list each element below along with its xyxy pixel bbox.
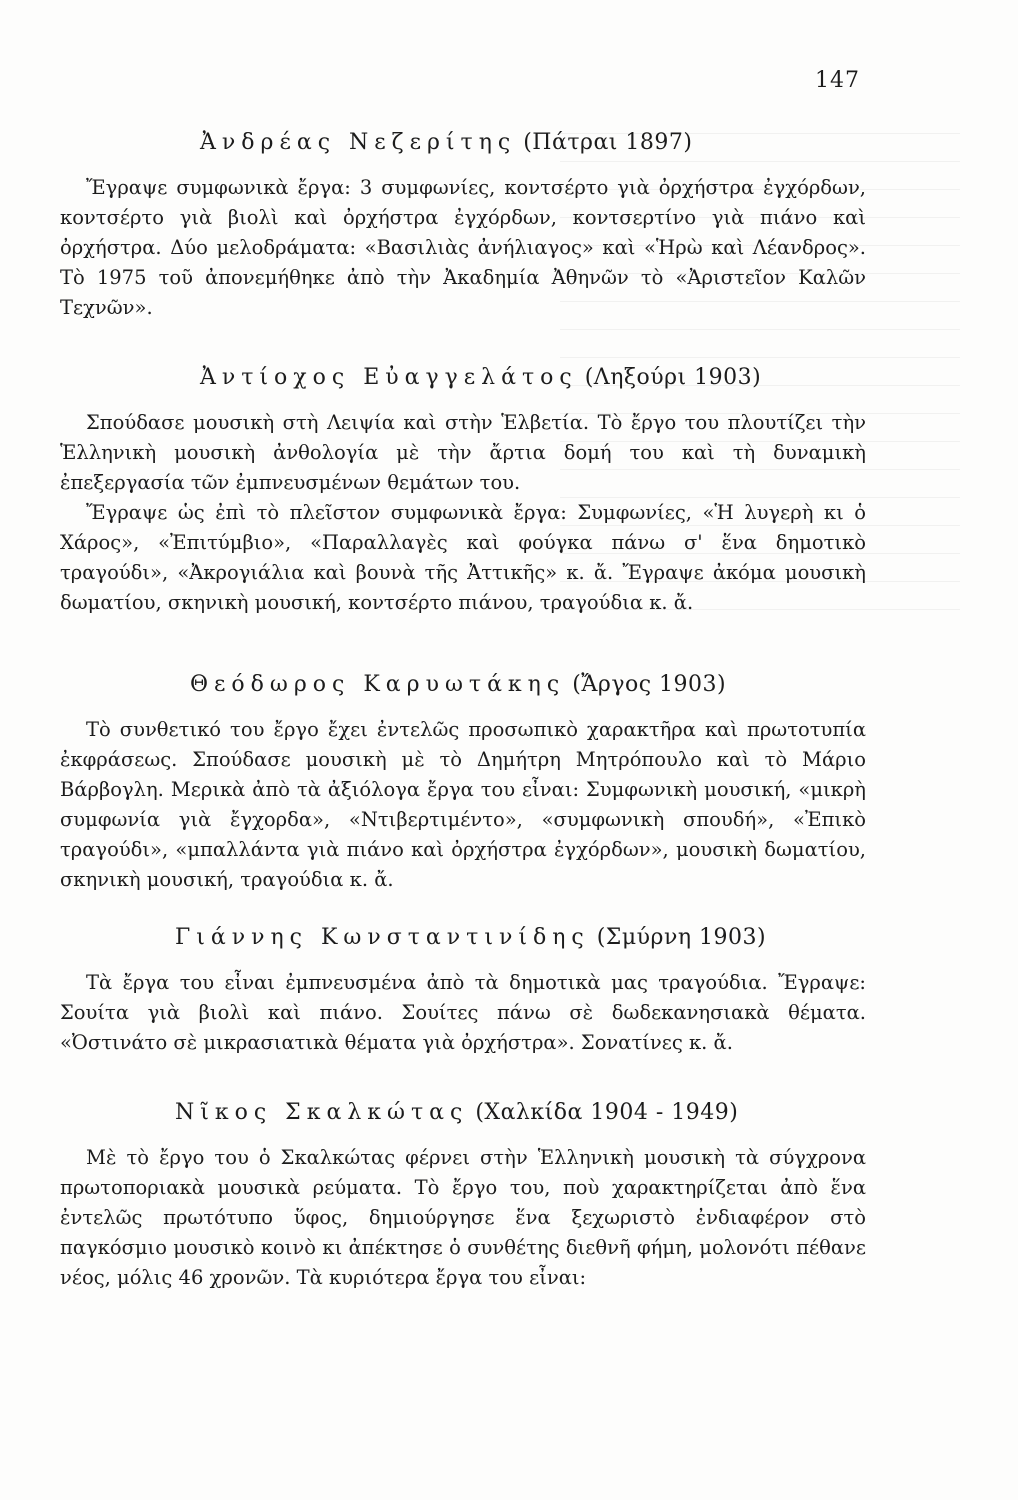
paragraph: Ἔγραψε συμφωνικὰ ἔργα: 3 συμφωνίες, κοντσέρτο γιὰ ὀρχήστρα ἐγχόρδων, κοντσέρτο γιὰ βιολὶ καὶ ὀρχήστρα ἐγχόρδων, κοντσερτίνο γιὰ πιάνο καὶ ὀρχήστρα. Δύο μελοδράματα: «Βασιλιὰς ἀνήλιαγος» καὶ «Ἡρὼ καὶ Λέανδρος». Τὸ 1975 τοῦ ἀπονεμήθηκε ἀπὸ τὴν Ἀκαδημία Ἀθηνῶν τὸ «Ἀριστεῖον Καλῶν Τεχνῶν». — [60, 176, 866, 319]
composer-heading — [60, 365, 866, 390]
paragraph: Μὲ τὸ ἔργο του ὁ Σκαλκώτας φέρνει στὴν Ἑλληνικὴ μουσικὴ τὰ σύγχρονα πρωτοποριακὰ μουσικὰ ρεύματα. Τὸ ἔργο του, ποὺ χαρακτηρίζεται ἀπὸ ἕνα ἐντελῶς πρωτότυπο ὕφος, δημιούργησε ἕνα ξεχωριστὸ ἐνδιαφέρον στὸ παγκόσμιο μουσικὸ κοινὸ κι ἀπέκτησε ὁ συνθέτης διεθνῆ φήμη, μολονότι πέθανε νέος, μόλις 46 χρονῶν. Τὰ κυριότερα ἔργα του εἶναι: — [60, 1146, 866, 1289]
composer-text — [60, 408, 866, 618]
page-number: 147 — [815, 68, 860, 93]
composer-name: Νῖκος Σκαλκώτας — [175, 1100, 469, 1125]
paragraph: Τὸ συνθετικό του ἔργο ἔχει ἐντελῶς προσωπικὸ χαρακτῆρα καὶ πρωτοτυπία ἐκφράσεως. Σπούδασε μουσικὴ μὲ τὸ Δημήτρη Μητρόπουλο καὶ τὸ Μάριο Βάρβογλη. Μερικὰ ἀπὸ τὰ ἀξιόλογα ἔργα του εἶναι: Συμφωνικὴ μουσική, «μικρὴ συμφωνία γιὰ ἔγχορδα», «Ντιβερτιμέντο», «συμφωνικὴ σπουδή», «Ἐπικὸ τραγούδι», «μπαλλάντα γιὰ πιάνο καὶ ὀρχήστρα ἐγχόρδων», μουσικὴ δωματίου, σκηνικὴ μουσική, τραγούδια κ. ἄ. — [60, 718, 866, 891]
composer-entry — [60, 1100, 866, 1293]
composer-text — [60, 173, 866, 323]
composer-origin: (Πάτραι 1897) — [523, 130, 693, 155]
composer-heading — [60, 925, 866, 950]
composer-entry — [60, 130, 866, 323]
composer-heading — [60, 130, 866, 155]
composer-name: Θεόδωρος Καρυωτάκης — [190, 672, 566, 697]
composer-origin: (Ληξούρι 1903) — [584, 365, 762, 390]
composer-entry — [60, 925, 866, 1058]
composer-heading — [60, 1100, 866, 1125]
composer-heading — [60, 672, 866, 697]
composer-text — [60, 968, 866, 1058]
composer-origin: (Χαλκίδα 1904 - 1949) — [475, 1100, 739, 1125]
composer-entry — [60, 365, 866, 618]
composer-text — [60, 1143, 866, 1293]
composer-text — [60, 715, 866, 895]
composer-entry — [60, 672, 866, 895]
paragraph: Ἔγραψε ὡς ἐπὶ τὸ πλεῖστον συμφωνικὰ ἔργα: Συμφωνίες, «Ἡ λυγερὴ κι ὁ Χάρος», «Ἐπιτύμβιο», «Παραλλαγὲς καὶ φούγκα πάνω σ' ἕνα δημοτικὸ τραγούδι», «Ἀκρογιάλια καὶ βουνὰ τῆς Ἀττικῆς» κ. ἄ. Ἔγραψε ἀκόμα μουσικὴ δωματίου, σκηνικὴ μουσική, κοντσέρτο πιάνου, τραγούδια κ. ἄ. — [60, 501, 866, 614]
composer-name: Ἀνδρέας Νεζερίτης — [200, 130, 517, 155]
composer-origin: (Ἄργος 1903) — [572, 672, 727, 697]
composer-name: Γιάννης Κωνσταντινίδης — [175, 925, 590, 950]
composer-name: Ἀντίοχος Εὐαγγελάτος — [200, 365, 578, 390]
composer-origin: (Σμύρνη 1903) — [596, 925, 767, 950]
paragraph: Σπούδασε μουσικὴ στὴ Λειψία καὶ στὴν Ἑλβετία. Τὸ ἔργο του πλουτίζει τὴν Ἑλληνικὴ μουσικὴ ἀνθολογία μὲ τὴν ἄρτια δομή του καὶ τὴ δυναμικὴ ἐπεξεργασία τῶν ἐμπνευσμένων θεμάτων του. — [60, 411, 866, 494]
paragraph: Τὰ ἔργα του εἶναι ἐμπνευσμένα ἀπὸ τὰ δημοτικὰ μας τραγούδια. Ἔγραψε: Σουίτα γιὰ βιολὶ καὶ πιάνο. Σουίτες πάνω σὲ δωδεκανησιακὰ θέματα. «Ὀστινάτο σὲ μικρασιατικὰ θέματα γιὰ ὀρχήστρα». Σονατίνες κ. ἄ. — [60, 971, 866, 1054]
